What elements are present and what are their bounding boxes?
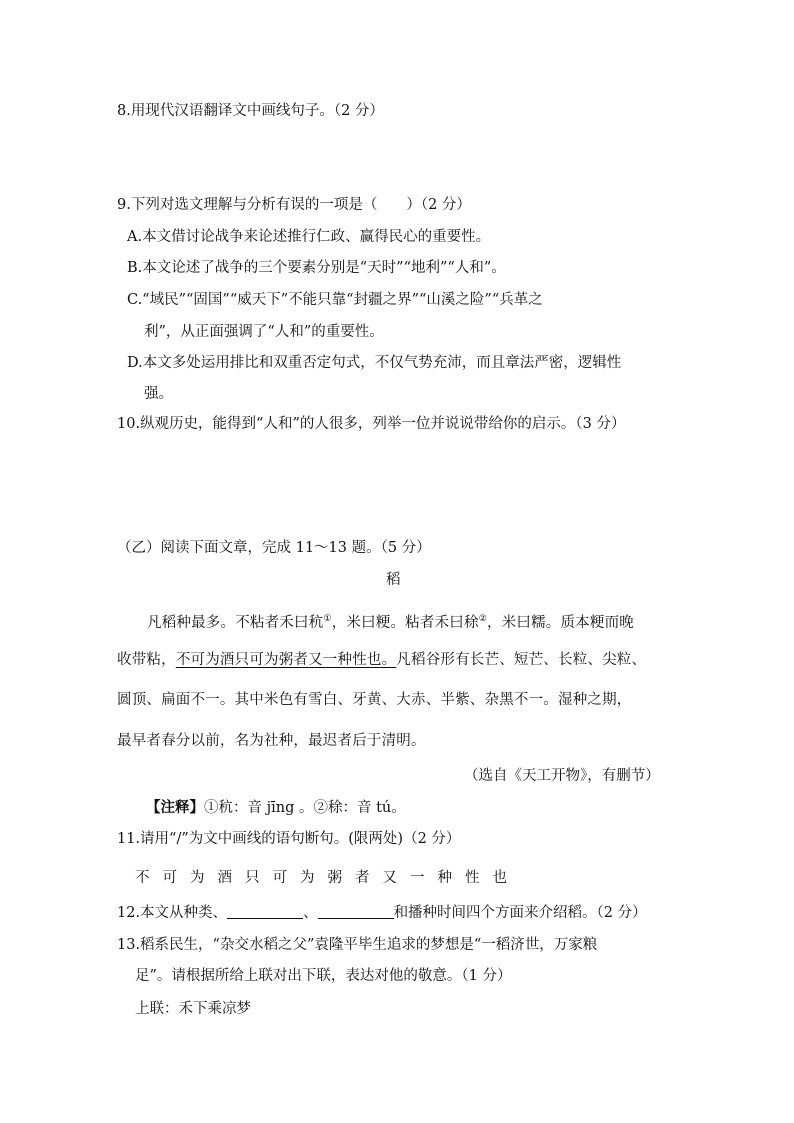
passage-text: 凡稻谷形有长芒、短芒、长粒、尖粒、 — [396, 652, 647, 668]
couplet-first-line: 上联：禾下乘凉梦 — [135, 1001, 251, 1017]
char: 粥 — [327, 870, 342, 886]
question-12-text: 12.本文从种类、 — [117, 905, 228, 921]
char: 可 — [162, 870, 177, 886]
question-9-option-d-line2: 强。 — [144, 386, 173, 402]
char: 酒 — [217, 870, 232, 886]
question-11: 11.请用“/”为文中画线的语句断句。(限两处)（2 分） — [117, 831, 461, 847]
question-9-stem: 9.下列对选文理解与分析有误的一项是（ ）（2 分） — [117, 197, 471, 213]
question-12-sep: 、 — [303, 905, 318, 921]
answer-blank-2[interactable] — [318, 904, 394, 919]
question-13-line2: 足”。请根据所给上联对出下联，表达对他的敬意。（1 分） — [135, 968, 512, 984]
passage-text: ，米曰粳。粘者禾曰稌 — [331, 615, 479, 631]
question-8: 8.用现代汉语翻译文中画线句子。（2 分） — [117, 103, 384, 119]
answer-blank-1[interactable] — [227, 904, 303, 919]
annotation-text: ①秔：音 jīng 。②稌：音 tú。 — [204, 800, 406, 816]
question-9-option-c-line2: 利”，从正面强调了“人和”的重要性。 — [144, 324, 384, 340]
sentence-to-punctuate — [135, 868, 520, 888]
passage-text: ，米曰糯。质本粳而晚 — [486, 615, 634, 631]
question-9-option-b: B.本文论述了战争的三个要素分别是“天时”“地利”“人和”。 — [127, 260, 506, 276]
char: 为 — [300, 870, 315, 886]
passage-text: 凡稻种最多。不粘者禾曰秔 — [147, 615, 324, 631]
passage-line-3: 圆顶、扁面不一。其中米色有雪白、牙黄、大赤、半紫、杂黑不一。湿种之期， — [117, 692, 632, 708]
question-9-option-c-line1: C.“域民”“固国”“威天下”不能只靠“封疆之界”“山溪之险”“兵革之 — [127, 292, 543, 308]
underlined-sentence: 不可为酒只可为粥者又一种性也。 — [175, 652, 397, 668]
question-9-option-d-line1: D.本文多处运用排比和双重否定句式，不仅气势充沛，而且章法严密，逻辑性 — [127, 355, 622, 371]
char: 可 — [272, 870, 287, 886]
passage-source: （选自《天工开物》，有删节） — [464, 768, 660, 784]
passage-line-4: 最早者春分以前，名为社种，最迟者后于清明。 — [117, 733, 426, 749]
char: 性 — [465, 870, 480, 886]
passage-text: 收带粘， — [117, 652, 176, 668]
question-12 — [117, 903, 647, 923]
footnote-marker-1: ① — [323, 614, 332, 624]
char: 一 — [410, 870, 425, 886]
char: 又 — [382, 870, 397, 886]
passage-line-2 — [117, 650, 646, 670]
char: 不 — [135, 870, 150, 886]
question-12-text: 和播种时间四个方面来介绍稻。（2 分） — [393, 905, 647, 921]
char: 也 — [492, 870, 507, 886]
question-10: 10.纵观历史，能得到“人和”的人很多，列举一位并说说带给你的启示。（3 分） — [117, 416, 626, 432]
part-b-intro: （乙）阅读下面文章，完成 11～13 题。（5 分） — [117, 540, 431, 556]
passage-line-1 — [147, 609, 634, 633]
char: 只 — [245, 870, 260, 886]
passage-title: 稻 — [386, 572, 401, 588]
char: 为 — [190, 870, 205, 886]
question-9-option-a: A.本文借讨论战争来论述推行仁政、赢得民心的重要性。 — [127, 229, 491, 245]
footnote-marker-2: ② — [478, 614, 487, 624]
annotation — [146, 798, 406, 818]
char: 种 — [437, 870, 452, 886]
annotation-label: 【注释】 — [146, 799, 204, 816]
question-13-line1: 13.稻系民生，“杂交水稻之父”袁隆平毕生追求的梦想是“一稻济世，万家粮 — [117, 937, 598, 953]
char: 者 — [355, 870, 370, 886]
